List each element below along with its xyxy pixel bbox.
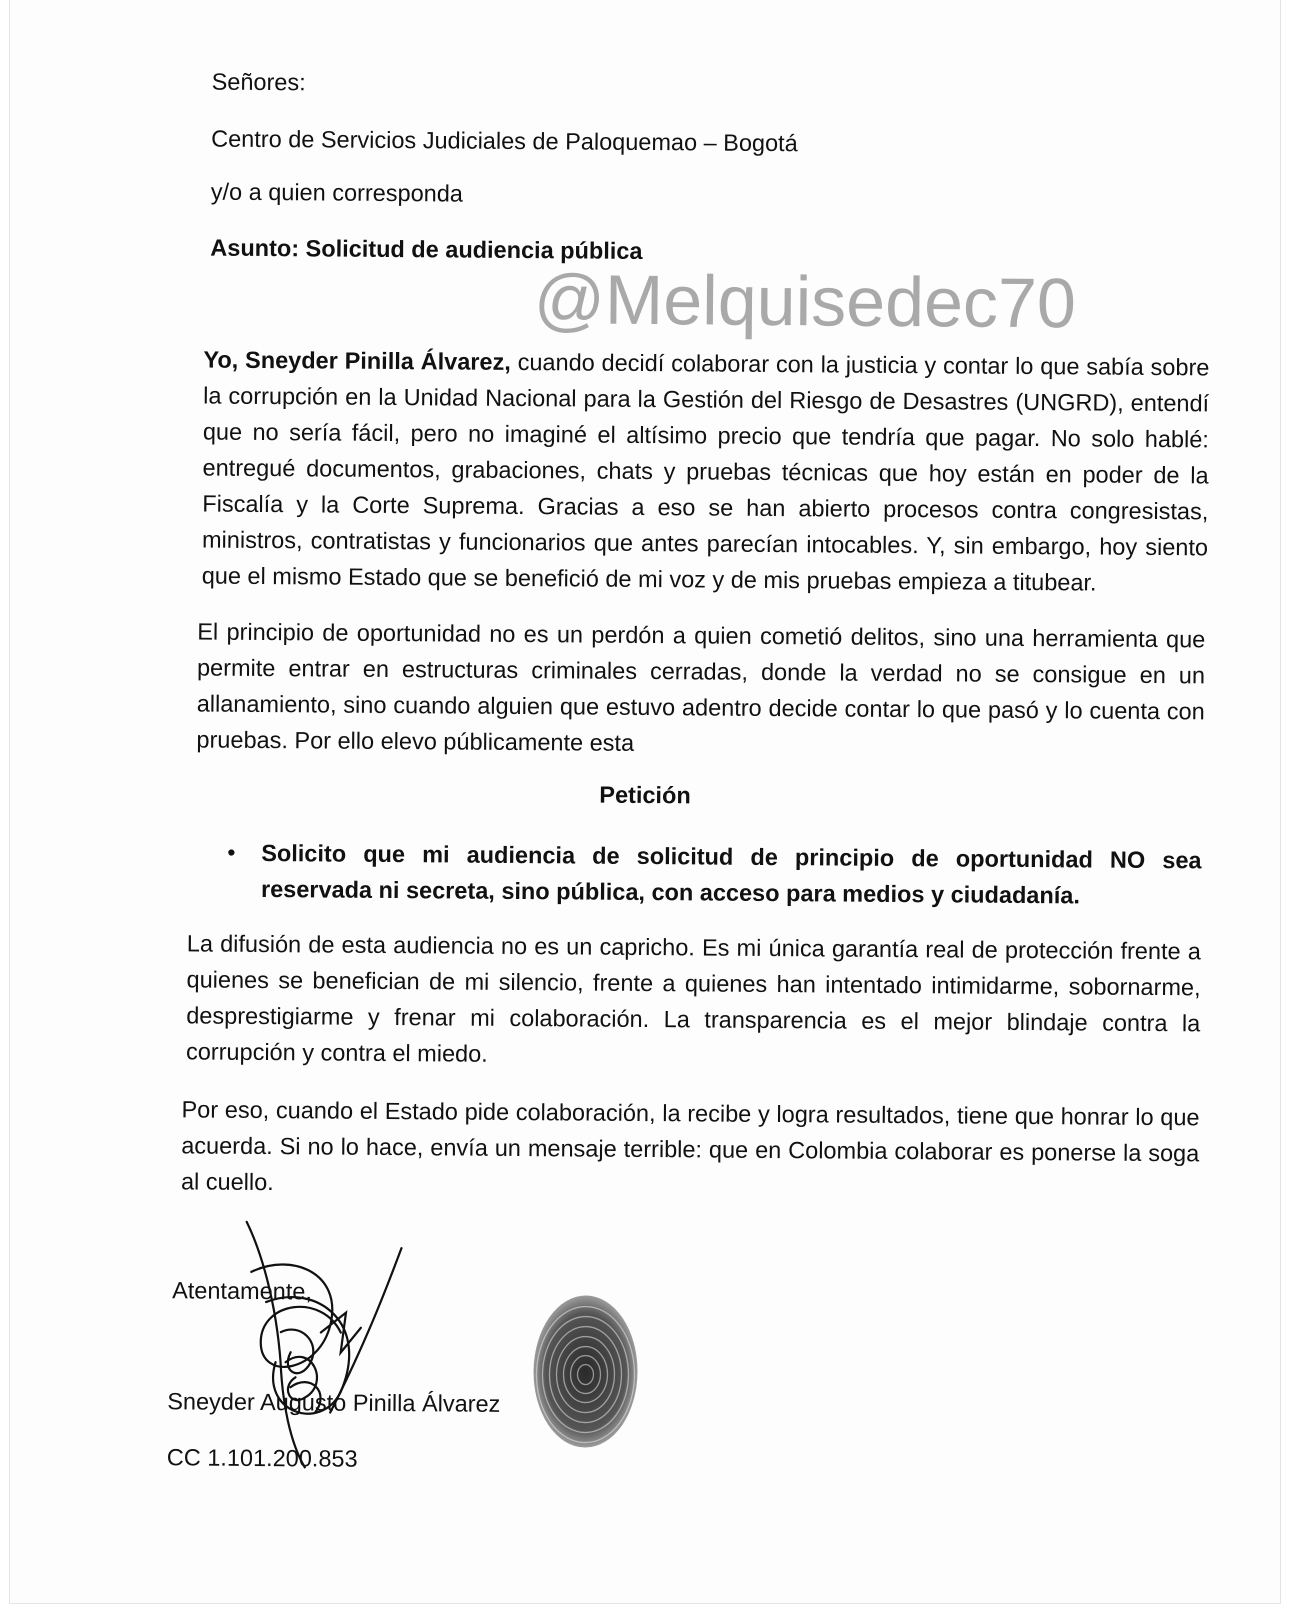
author-name: Yo, Sneyder Pinilla Álvarez, [203,346,511,375]
subject-line: Asunto: Solicitud de audiencia pública [210,234,643,264]
recipient-alt: y/o a quien corresponda [210,178,464,207]
paragraph-4: Por eso, cuando el Estado pide colaboración, la recibe y logra resultados, tiene que honrar lo que acuerda. Si no lo hace, envía un mensaje terrible: que en Colombia colaborar es ponerse la soga al cuello. [180,1096,1200,1196]
salutation: Señores: [211,68,306,96]
petition-heading: Petición [599,781,691,809]
petition-item [227,835,1202,915]
document-page [10,0,1280,1603]
watermark-handle: @Melquisedec70 [533,260,1077,343]
paragraph-1 [202,342,1210,602]
paragraph-3: La difusión de esta audiencia no es un capricho. Es mi única garantía real de protección frente a quienes se benefician de mi silencio, frente a quienes han intentado intimidarme, sobornarme, desprestigiarme y frenar mi colaboración. La transparencia es el mejor blindaje contra la corrupción y contra el miedo. [185,930,1201,1067]
signature-scribble [220,1212,432,1474]
valediction: Atentamente, [172,1277,313,1305]
petition-text: Solicito que mi audiencia de solicitud de principio de oportunidad NO sea reservada ni secreta, sino pública, con acceso para medios y ciudadanía. [260,839,1202,909]
id-number: CC 1.101.200.853 [166,1444,358,1472]
signer-name: Sneyder Augusto Pinilla Álvarez [167,1388,501,1417]
paragraph-1-text: cuando decidí colaborar con la justicia y contar lo que sabía sobre la corrupción en la Unidad Nacional para la Gestión del Riesgo de Desastres (UNGRD), entendí que no sería fácil, pero no imaginé el altísimo precio que tendría que pagar. No solo hablé: entregué documentos, grabaciones, chats y pruebas técnicas que hoy están en poder de la Fiscalía y la Corte Suprema. Gracias a eso se han abierto procesos contra congresistas, ministros, contratistas y funcionarios que antes parecían intocables. Y, sin embargo, hoy siento que el mismo Estado que se benefició de mi voz y de mis pruebas empieza a titubear. [201,348,1210,596]
bullet-icon: • [227,839,236,865]
paragraph-2: El principio de oportunidad no es un perdón a quien cometió delitos, sino una herramienta que permite entrar en estructuras criminales cerradas, donde la verdad no se consigue en un allanamiento, sino cuando alguien que estuvo adentro decide contar lo que pasó y lo cuenta con pruebas. Por ello elevo públicamente esta [196,618,1206,756]
fingerprint-icon [525,1289,646,1455]
recipient: Centro de Servicios Judiciales de Paloquemao – Bogotá [211,125,798,157]
letter-body [4,0,1287,1608]
